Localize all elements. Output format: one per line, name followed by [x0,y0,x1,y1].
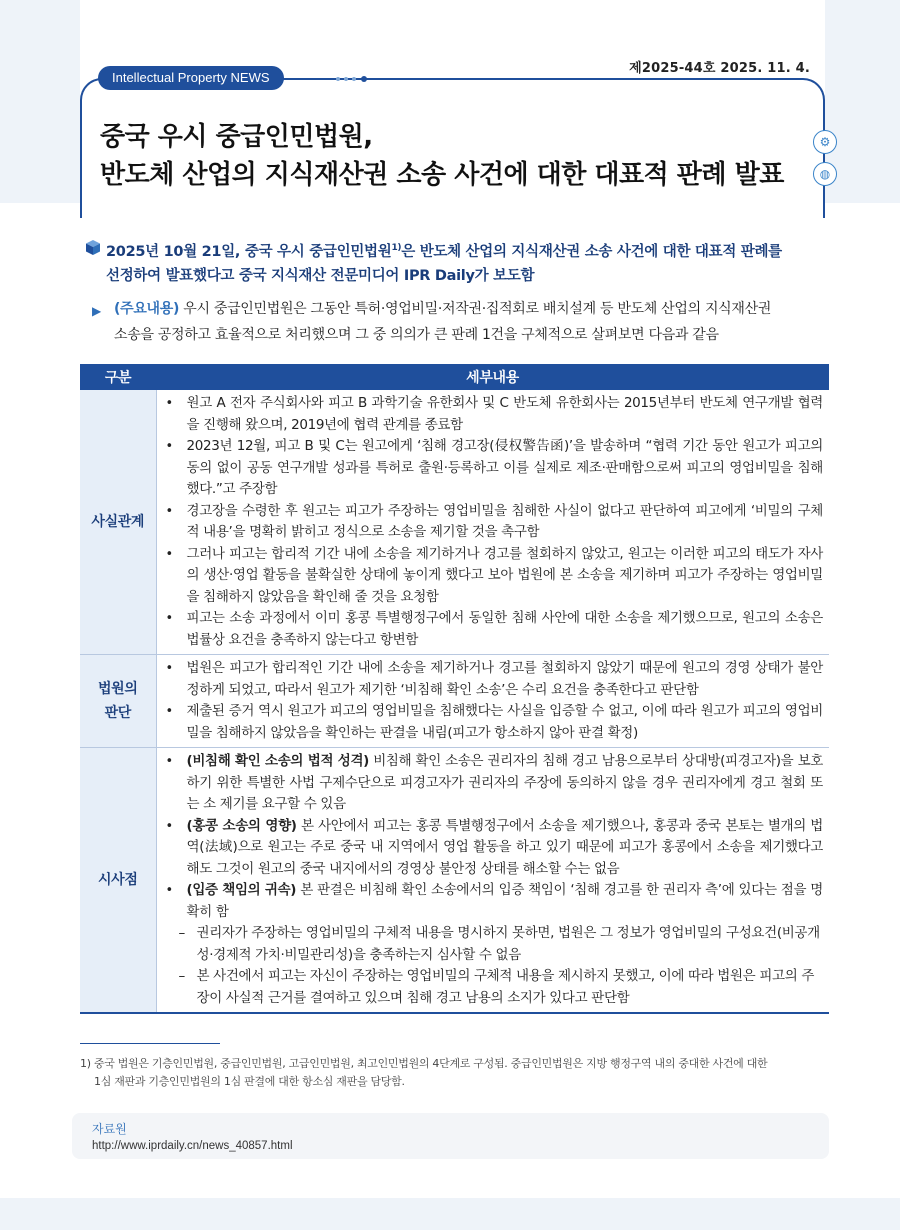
list-item [161,880,824,923]
dash-item: – 본 사건에서 피고는 자신이 주장하는 영업비밀의 구체적 내용을 제시하지 못했고, 이에 따라 법원은 피고의 주장이 사실적 근거를 결여하고 있으며 침해 경고 남용의 소지가 있다고 판단함 [161,966,824,1009]
implications-list [161,751,824,923]
lead-line-1-rest: 은 반도체 산업의 지식재산권 소송 사건에 대한 대표적 판례를 [401,243,782,260]
table-header-row [80,364,829,390]
list-item [161,751,824,816]
item-text: 본 판결은 비침해 확인 소송에서의 입증 책임이 ‘침해 경고를 한 권리자 측’에 있다는 점을 명확히 함 [186,882,823,920]
item-heading: (홍콩 소송의 영향) [186,817,297,834]
table-row-facts [80,390,829,655]
issue-number: 제2025-44호 2025. 11. 4. [629,61,810,76]
list-item: • 제출된 증거 역시 원고가 피고의 영업비밀을 침해했다는 사실을 입증할 수 없고, 이에 따라 원고가 피고의 영업비밀을 침해하지 않았음을 확인하는 판결을 내림(피고가 항소하지 않아 판결 확정) [161,701,824,744]
decorative-dots-icon [334,75,374,83]
label-judgment-line-2: 판단 [104,705,131,721]
globe-icon: ◍ [813,162,837,186]
newsletter-badge: Intellectual Property NEWS [98,66,284,90]
item-heading: (입증 책임의 귀속) [186,882,297,898]
title-line-2: 반도체 산업의 지식재산권 소송 사건에 대한 대표적 판례 발표 [100,160,784,190]
lead-line-2: 선정하여 발표했다고 중국 지식재산 전문미디어 IPR Daily가 보도함 [106,267,535,284]
summary-paragraph [92,296,832,348]
footnote-line-2: 1심 재판과 기층인민법원의 1심 판결에 대한 항소심 재판을 담당함. [94,1075,405,1088]
triangle-bullet-icon: ▶ [92,304,101,318]
list-item: • 법원은 피고가 합리적인 기간 내에 소송을 제기하거나 경고를 철회하지 않았기 때문에 원고의 경영 상태가 불안정하게 되었고, 따라서 원고가 제기한 ‘비침해 확인 소송’은 수리 요건을 충족한다고 판단함 [161,658,824,701]
lead-line-1: 2025년 10월 21일, 중국 우시 중급인민법원 [106,243,392,260]
footnote-ref[interactable]: 1) [391,243,402,253]
list-item [161,816,824,881]
item-text: 비침해 확인 소송은 권리자의 침해 경고 남용으로부터 상대방(피경고자)을 보호하기 위한 특별한 사법 구제수단으로 피경고자가 권리자의 주장에 동의하지 않을 경우 권리자에게 경고 철회 또는 소 제기를 요구할 수 있음 [186,753,823,812]
header-details: 세부내용 [156,364,829,390]
list-item: • 피고는 소송 과정에서 이미 홍콩 특별행정구에서 동일한 침해 사안에 대한 소송을 제기했으므로, 원고의 소송은 법률상 요건을 충족하지 않는다고 항변함 [161,608,824,651]
table-row-implications [80,748,829,1014]
source-label: 자료원 [92,1122,127,1136]
summary-highlight: (주요내용) [114,301,180,317]
table-row-judgment [80,655,829,748]
item-text: 본 사안에서 피고는 홍콩 특별행정구에서 소송을 제기했으나, 홍콩과 중국 본토는 별개의 법역(法域)으로 원고는 주로 중국 내 지역에서 영업 활동을 하고 있기 때문에 피고가 홍콩에서 소송을 제기했다고 해도 그것이 원고의 중국 내지에서의 경영상 불안정 상태를 해소할 수는 없음 [186,817,823,877]
summary-line-2: 소송을 공정하고 효율적으로 처리했으며 그 중 의의가 큰 판례 1건을 구체적으로 살펴보면 다음과 같음 [114,327,719,343]
header-category: 구분 [80,364,156,390]
footer-band [0,1198,900,1230]
label-judgment [80,655,156,748]
implications-dash-list [161,923,824,1009]
footnote [80,1055,830,1091]
cube-bullet-icon [86,240,100,255]
footnote-line-1: 1) 중국 법원은 기층인민법원, 중급인민법원, 고급인민법원, 최고인민법원의 4단계로 구성됨. 중급인민법원은 지방 행정구역 내의 중대한 사건에 대한 [80,1057,768,1070]
list-item: • 원고 A 전자 주식회사와 피고 B 과학기술 유한회사 및 C 반도체 유한회사는 2015년부터 반도체 연구개발 협력을 진행해 왔으며, 2019년에 협력 관계를 종료함 [161,393,824,436]
lead-paragraph [86,236,836,288]
page-title [100,118,820,194]
judgment-list [161,658,824,744]
list-item: • 2023년 12월, 피고 B 및 C는 원고에게 ‘침해 경고장(侵权警告函)’을 발송하며 “협력 기간 동안 원고가 피고의 동의 없이 공동 연구개발 성과를 특허로 출원·등록하고 이를 실제로 제조·판매함으로써 피고의 영업비밀을 침해했다.”고 주장함 [161,436,824,501]
source-box [72,1113,829,1159]
detail-table [80,364,829,1014]
footnote-divider [80,1043,220,1044]
label-facts: 사실관계 [80,390,156,655]
dash-item: – 권리자가 주장하는 영업비밀의 구체적 내용을 명시하지 못하면, 법원은 그 정보가 영업비밀의 구성요건(비공개성·경제적 가치·비밀관리성)을 충족하는지 심사할 수 없음 [161,923,824,966]
item-heading: (비침해 확인 소송의 법적 성격) [186,753,369,769]
label-implications: 시사점 [80,748,156,1014]
gear-icon: ⚙ [813,130,837,154]
list-item: • 그러나 피고는 합리적 기간 내에 소송을 제기하거나 경고를 철회하지 않았고, 원고는 이러한 피고의 태도가 자사의 생산·영업 활동을 불확실한 상태에 놓이게 했다고 보아 법원에 본 소송을 제기하며 피고가 주장하는 영업비밀을 침해하지 않았음을 확인해 줄 것을 요청함 [161,544,824,609]
label-judgment-line-1: 법원의 [97,681,138,697]
list-item: • 경고장을 수령한 후 원고는 피고가 주장하는 영업비밀을 침해한 사실이 없다고 판단하여 피고에게 ‘비밀의 구체적 내용’을 명확히 밝히고 정식으로 소송을 제기할 것을 촉구함 [161,501,824,544]
source-link[interactable]: http://www.iprdaily.cn/news_40857.html [92,1140,293,1152]
facts-list [161,393,824,651]
summary-line-1: 우시 중급인민법원은 그동안 특허·영업비밀·저작권·집적회로 배치설계 등 반도체 산업의 지식재산권 [179,301,772,317]
title-line-1: 중국 우시 중급인민법원, [100,122,373,152]
